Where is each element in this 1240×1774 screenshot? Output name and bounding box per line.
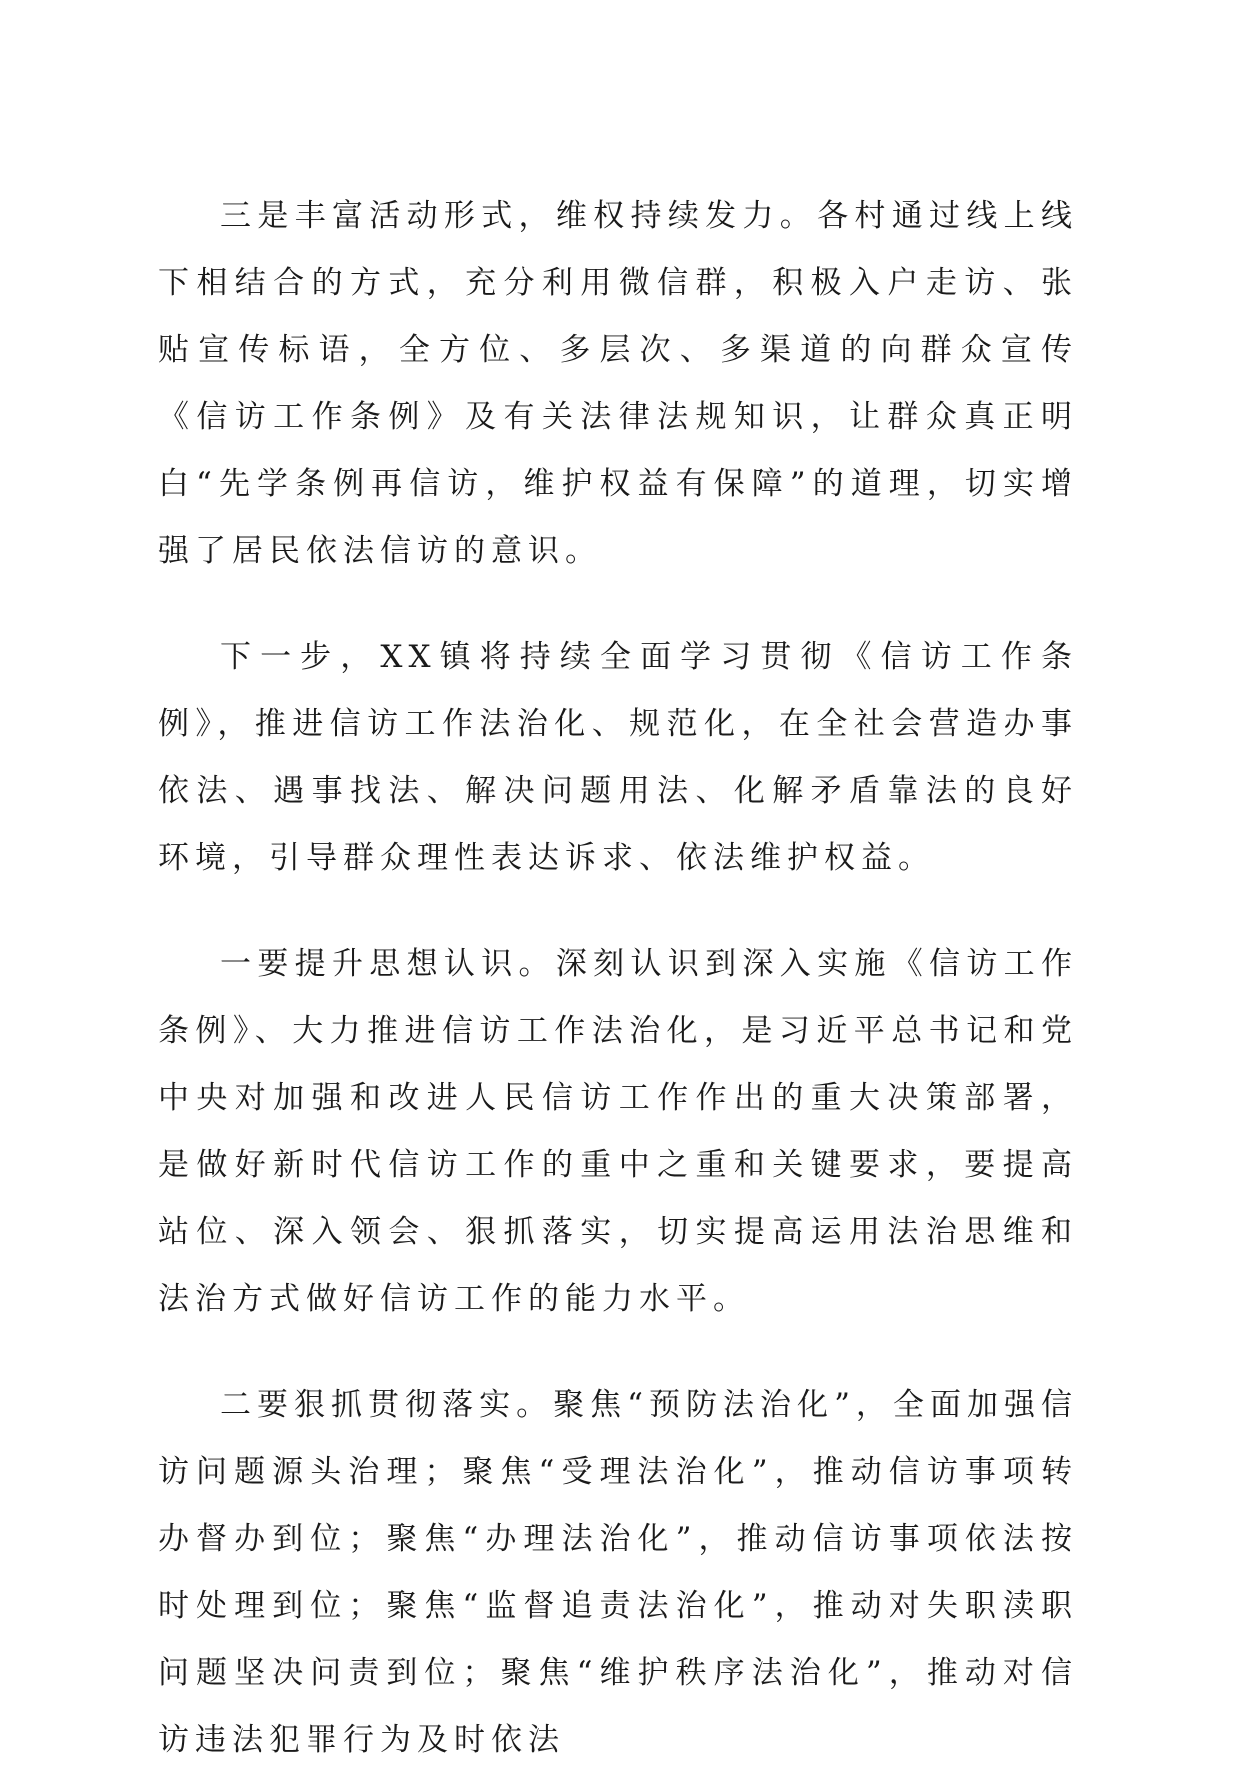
paragraph-implementation: 二要狠抓贯彻落实。聚焦“预防法治化”，全面加强信访问题源头治理；聚焦“受理法治化”，推动信访事项转办督办到位；聚焦“办理法治化”，推动信访事项依法按时处理到位；聚焦“监督追责法治化”，推动对失职渎职问题坚决问责到位；聚焦“维护秩序法治化”，推动对信访违法犯罪行为及时依法 [158,1387,1078,1758]
paragraph-activities: 三是丰富活动形式，维权持续发力。各村通过线上线下相结合的方式，充分利用微信群，积极入户走访、张贴宣传标语，全方位、多层次、多渠道的向群众宣传《信访工作条例》及有关法律法规知识，让群众真正明白“先学条例再信访，维护权益有保障”的道理，切实增强了居民依法信访的意识。 [158,198,1078,569]
document-body [158,183,1078,1774]
paragraph-next-step: 下一步，XX镇将持续全面学习贯彻《信访工作条例》，推进信访工作法治化、规范化，在全社会营造办事依法、遇事找法、解决问题用法、化解矛盾靠法的良好环境，引导群众理性表达诉求、依法维护权益。 [158,639,1078,876]
paragraph-raise-awareness: 一要提升思想认识。深刻认识到深入实施《信访工作条例》、大力推进信访工作法治化，是习近平总书记和党中央对加强和改进人民信访工作作出的重大决策部署，是做好新时代信访工作的重中之重和关键要求，要提高站位、深入领会、狠抓落实，切实提高运用法治思维和法治方式做好信访工作的能力水平。 [158,946,1078,1317]
